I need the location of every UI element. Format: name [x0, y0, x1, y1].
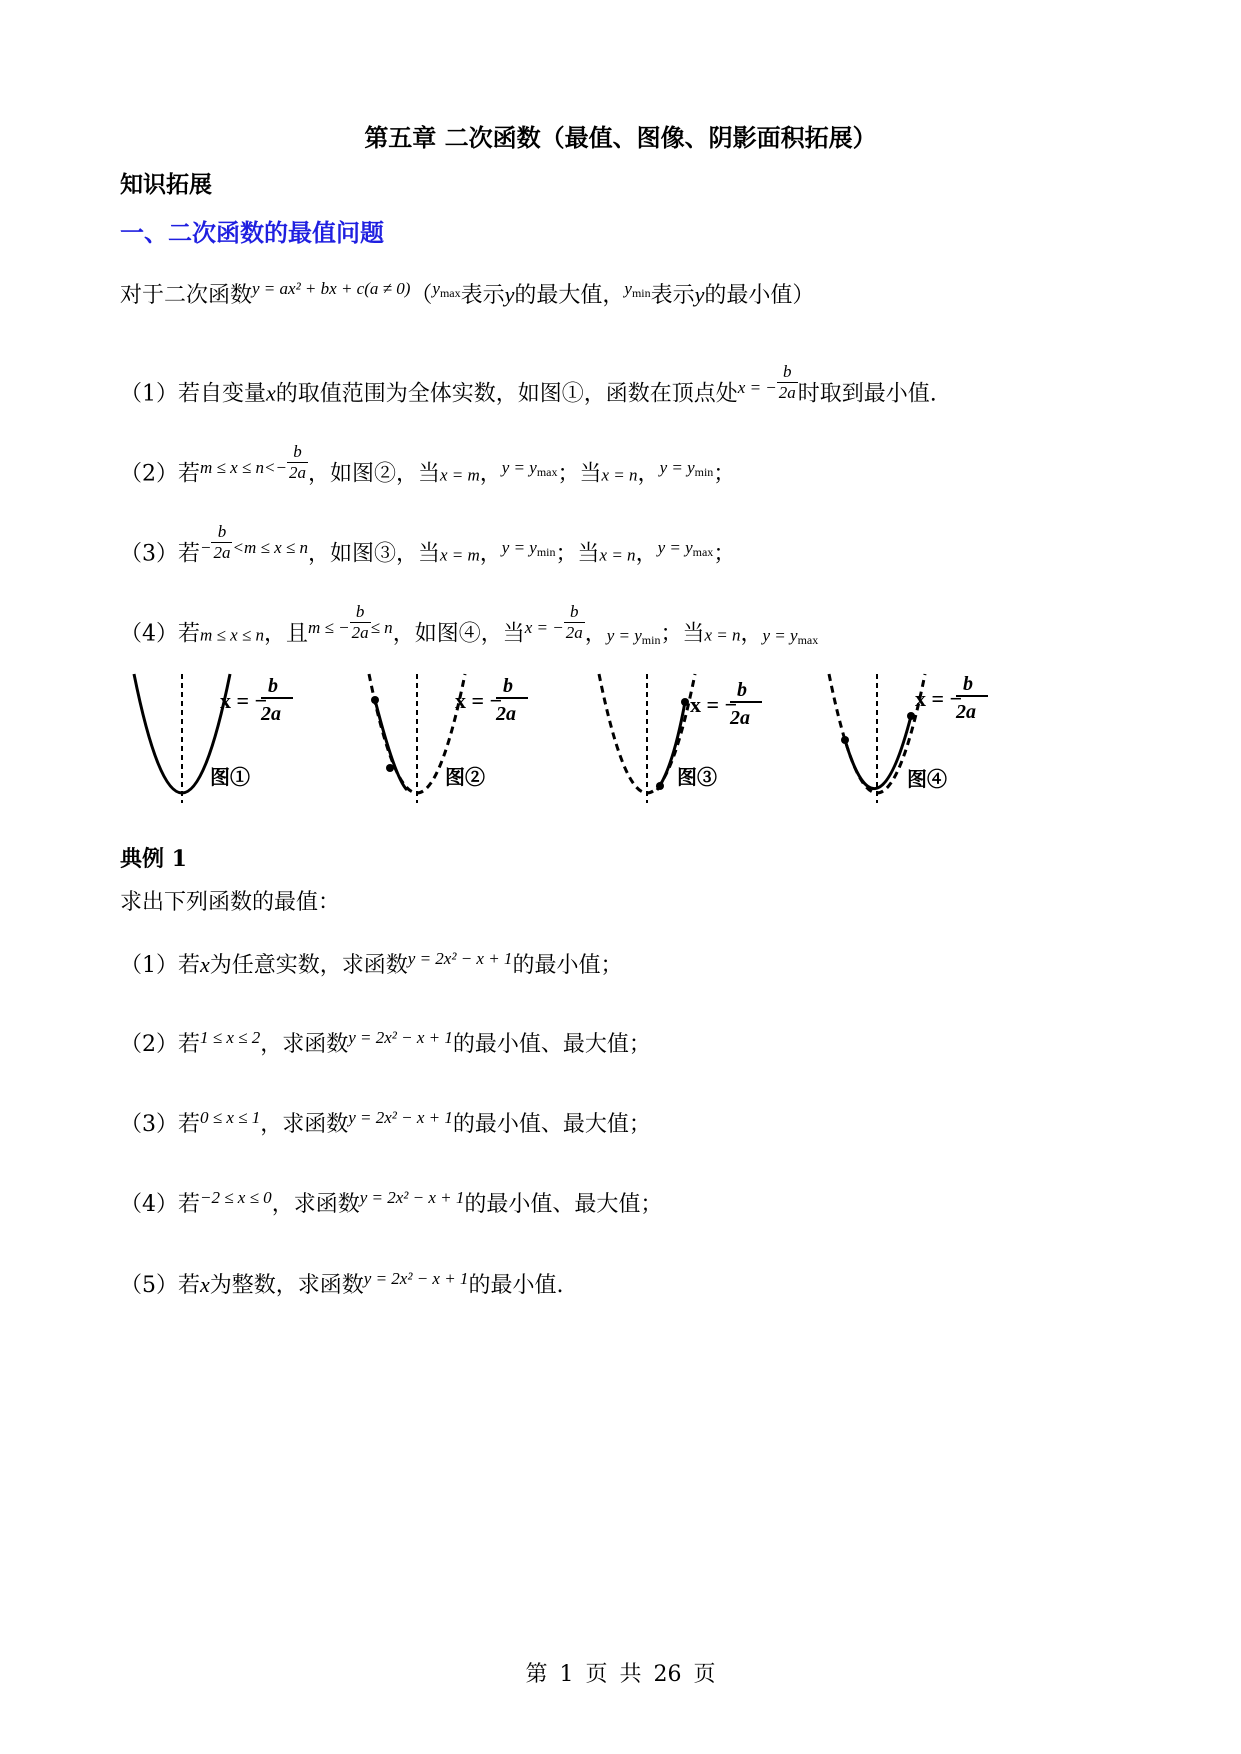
svg-text:b: b [963, 673, 973, 695]
quadratic-formula: y = ax² + bx + c(a ≠ 0) [252, 279, 411, 298]
fraction: $\frac{b}{2a}$ [288, 442, 306, 482]
page-footer: 第 1 页 共 26 页 [525, 1662, 716, 1687]
case-2: （2）若$^{m \le x \le n<-}$ $\frac{b}{2a}$ ，如图②，当x = m，$^{y = y_{max}}$；当x = n，$^{y = y_{min}}$； [120, 442, 736, 487]
fraction: $\frac{b}{2a}$ [351, 602, 369, 642]
figure-3 [599, 674, 762, 803]
ymax-symbol: ymax [432, 279, 461, 300]
example-item-2: （2）若$^{1 \le x \le 2}$，求函数$^{y = 2x^2 - x + 1}$的最小值、最大值； [120, 1028, 651, 1057]
page-number: 1 [559, 1662, 574, 1687]
svg-text:x = −: x = − [690, 692, 738, 717]
example-item-5: （5）若x为整数，求函数$^{y = 2x^2 - x + 1}$的最小值. [120, 1269, 564, 1298]
example-item-3: （3）若$^{0 \le x \le 1}$，求函数$^{y = 2x^2 - x + 1}$的最小值、最大值； [120, 1108, 651, 1137]
svg-text:x = −: x = − [455, 688, 503, 713]
svg-text:2a: 2a [496, 703, 516, 725]
section-heading: 知识拓展 [120, 171, 212, 198]
svg-text:x = −: x = − [915, 686, 963, 711]
svg-text:2a: 2a [956, 701, 976, 723]
svg-text:x = −: x = − [220, 688, 268, 713]
svg-text:b: b [268, 675, 278, 697]
case-3: （3）若− $\frac{b}{2a}$ $^{<m \le x \le n}$，如图③，当x = m，$^{y = y_{min}}$；当x = n，$^{y = y_{max}}$； [120, 522, 736, 567]
svg-text:b: b [503, 675, 513, 697]
example-heading: 典例 1 [120, 846, 187, 872]
fraction: $\frac{b}{2a}$ [565, 602, 583, 642]
figure-1-label: 图① [210, 767, 250, 789]
figure-4-label: 图④ [907, 769, 947, 791]
subsection-heading: 一、二次函数的最值问题 [120, 218, 384, 247]
ymin-symbol: ymin [624, 279, 651, 300]
example-item-4: （4）若$^{-2 \le x \le 0}$，求函数$^{y = 2x^2 - x + 1}$的最小值、最大值； [120, 1188, 663, 1217]
svg-text:b: b [737, 679, 747, 701]
case-1: （1）若自变量x的取值范围为全体实数，如图①，函数在顶点处$^{x = -}$ $\frac{b}{2a}$ 时取到最小值. [120, 362, 937, 407]
intro-line: 对于二次函数$^{y = ax^2 + bx + c(a \ne 0)}$（$^{y_{max}}$表示y的最大值，$^{y_{min}}$表示y的最小值） [120, 279, 815, 308]
figure-2 [369, 674, 528, 803]
example-item-1: （1）若x为任意实数，求函数$^{y = 2x^2 - x + 1}$的最小值； [120, 949, 623, 978]
page-title: 第五章 二次函数（最值、图像、阴影面积拓展） [364, 123, 877, 152]
example-prompt: 求出下列函数的最值： [120, 890, 341, 915]
fraction: $\frac{b}{2a}$ [213, 522, 231, 562]
figure-3-label: 图③ [677, 767, 717, 789]
case-4: （4）若m ≤ x ≤ n，且$^{m \le -}$ $\frac{b}{2a}$ $^{\le n}$，如图④，当$^{x = -}$ $\frac{b}{2a}$ ，$y = y_{min}$；当x = n，$y = y_{max}$ [120, 602, 819, 647]
parabola-figures [120, 668, 1020, 808]
svg-text:2a: 2a [261, 703, 281, 725]
total-pages: 26 [653, 1662, 682, 1687]
figure-2-label: 图② [445, 767, 485, 789]
fraction: $\frac{b}{2a}$ [778, 362, 796, 402]
svg-text:2a: 2a [730, 707, 750, 729]
figure-4 [829, 673, 988, 803]
figure-1 [134, 674, 293, 803]
